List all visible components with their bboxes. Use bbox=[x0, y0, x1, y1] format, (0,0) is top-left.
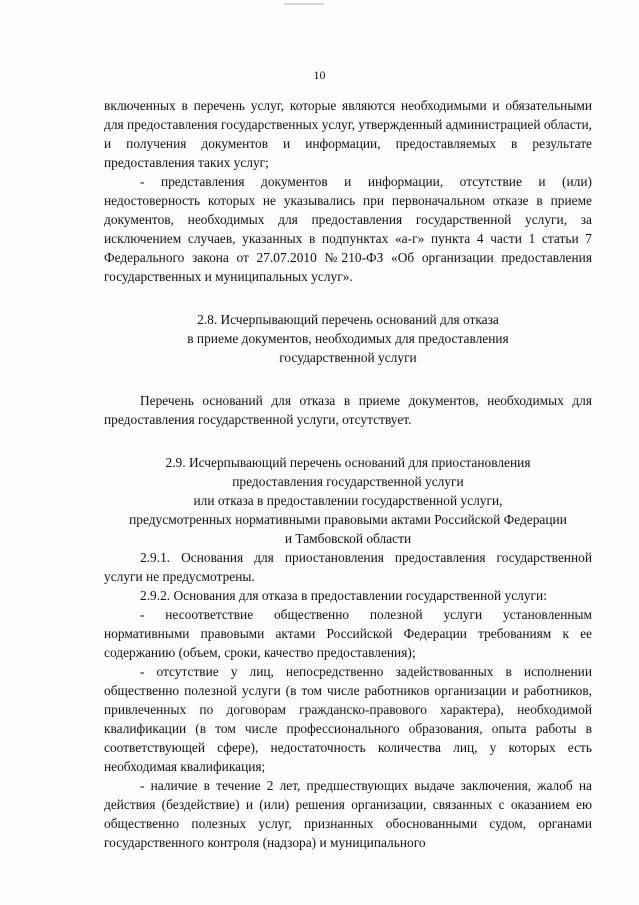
paragraph: Перечень оснований для отказа в приеме документов, необходимых для предоставления государственной услуги, отсутствует. bbox=[104, 393, 592, 427]
section-heading-line: предоставления государственной услуги bbox=[232, 474, 464, 489]
document-body bbox=[104, 96, 592, 852]
section-heading-line: 2.8. Исчерпывающий перечень оснований для отказа bbox=[197, 312, 499, 327]
spacer bbox=[104, 367, 592, 391]
section-heading bbox=[104, 453, 592, 548]
section-heading-line: государственной услуги bbox=[279, 350, 417, 365]
section-heading bbox=[104, 310, 592, 367]
page-number: 10 bbox=[313, 68, 326, 82]
paragraph: - несоответствие общественно полезной услуги установленным нормативными правовыми актами Российской Федерации требованиям к ее содержанию (объем, сроки, качество предоставления); bbox=[104, 607, 592, 660]
section-heading-line: или отказа в предоставлении государственной услуги, bbox=[193, 493, 503, 508]
paragraph: 2.9.2. Основания для отказа в предоставлении государственной услуги: bbox=[140, 588, 547, 603]
paragraph: - наличие в течение 2 лет, предшествующих выдаче заключения, жалоб на действия (бездействие) и (или) решения организации, связанных с оказанием ею общественно полезных услуг, признанных обоснованными судом, органами государственного контроля (надзора) и муниципального bbox=[104, 778, 592, 850]
section-heading-line: 2.9. Исчерпывающий перечень оснований для приостановления bbox=[165, 455, 531, 470]
paragraph: включенных в перечень услуг, которые являются необходимыми и обязательными для предоставления государственных услуг, утвержденный администрацией области, и получения документов и информации, предоставляемых в результате предоставления таких услуг; bbox=[104, 98, 592, 170]
scan-artifact bbox=[284, 3, 324, 5]
section-heading-line: в приеме документов, необходимых для предоставления bbox=[187, 331, 509, 346]
paragraph: - представления документов и информации, отсутствие и (или) недостоверность которых не указывались при первоначальном отказе в приеме документов, необходимых для предоставления государственной услуги, за исключением случаев, указанных в подпунктах «а-г» пункта 4 части 1 статьи 7 Федерального закона от 27.07.2010 №210-ФЗ «Об организации предоставления государственных и муниципальных услуг». bbox=[104, 174, 592, 284]
paragraph: 2.9.1. Основания для приостановления предоставления государственной услуги не предусмотрены. bbox=[104, 550, 592, 584]
spacer bbox=[104, 429, 592, 453]
spacer bbox=[104, 286, 592, 310]
section-heading-line: предусмотренных нормативными правовыми актами Российской Федерации bbox=[129, 512, 567, 527]
section-heading-line: и Тамбовской области bbox=[284, 531, 412, 546]
paragraph: - отсутствие у лиц, непосредственно задействованных в исполнении общественно полезной услуги (в том числе работников организации и работников, привлеченных по договорам гражданско-правового характера), необходимой квалификации (в том числе профессионального образования, опыта работы в соответствующей сфере), недостаточность количества лиц, у которых есть необходимая квалификация; bbox=[104, 664, 592, 774]
